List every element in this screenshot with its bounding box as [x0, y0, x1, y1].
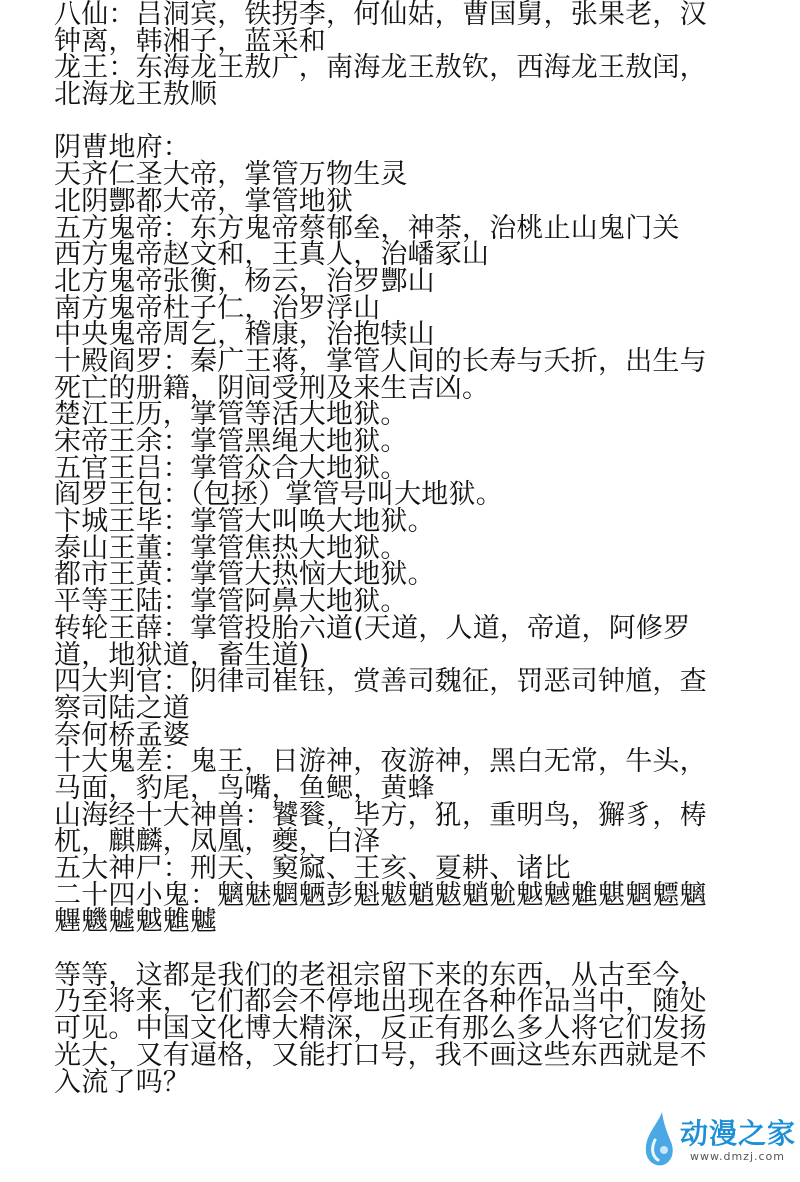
text-line: 等等，这都是我们的老祖宗留下来的东西，从古至今，: [54, 959, 707, 991]
text-line: 都市王黄：掌管大热恼大地狱。: [54, 559, 435, 591]
text-line: 阎罗王包：（包拯）掌管号叫大地狱。: [54, 479, 503, 511]
text-line: 二十四小鬼：魑魅魍魉彭魁魃魈魃魈魀魆魊魋魌魍魒魑: [54, 879, 707, 911]
text-line: 光大，又有逼格，又能打口号，我不画这些东西就是不: [54, 1039, 707, 1071]
watermark-title: 动漫之家: [680, 1117, 797, 1150]
text-line: 可见。中国文化博大精深，反正有那么多人将它们发扬: [54, 1013, 707, 1045]
text-line: 死亡的册籍，阴间受刑及来生吉凶。: [54, 372, 490, 404]
text-line: 魓魕魖魆魋魖: [54, 906, 218, 938]
text-line: 五官王吕：掌管众合大地狱。: [54, 452, 408, 484]
text-line: 北方鬼帝张衡，杨云，治罗酆山: [54, 265, 435, 297]
text-line: 五大神尸：刑天、窫窳、王亥、夏耕、诸比: [54, 853, 571, 884]
text-line: 马面，豹尾，鸟嘴，鱼鳃，黄蜂: [54, 772, 435, 804]
text-line: 四大判官：阴律司崔钰，赏善司魏征，罚恶司钟馗，查: [54, 666, 707, 698]
blank-line: [54, 936, 756, 963]
text-line: 龙王：东海龙王敖广，南海龙王敖钦，西海龙王敖闰，: [54, 52, 707, 84]
text-line: 十大鬼差：鬼王，日游神，夜游神，黑白无常，牛头，: [54, 746, 707, 778]
text-line: 阴曹地府：: [54, 132, 190, 164]
text-line: 道，地狱道，畜生道): [54, 639, 310, 671]
blank-line: [54, 109, 756, 136]
text-line: 察司陆之道: [54, 692, 190, 724]
text-line: 入流了吗？: [54, 1066, 190, 1098]
text-line: 中央鬼帝周乞，稽康，治抱犊山: [54, 319, 435, 351]
site-watermark: [640, 1104, 797, 1174]
text-line: 楚江王历，掌管等活大地狱。: [54, 399, 408, 431]
text-line: 平等王陆：掌管阿鼻大地狱。: [54, 586, 408, 618]
text-line: 山海经十大神兽：饕餮，毕方，犼，重明鸟，獬豸，梼: [54, 799, 707, 831]
text-line: 泰山王董：掌管焦热大地狱。: [54, 532, 408, 564]
text-line: 南方鬼帝杜子仁，治罗浮山: [54, 292, 381, 324]
text-line: 北海龙王敖顺: [54, 79, 218, 111]
text-line: 天齐仁圣大帝，掌管万物生灵: [54, 159, 408, 191]
text-line: 西方鬼帝赵文和，王真人，治嶓冢山: [54, 239, 490, 271]
text-line: 乃至将来，它们都会不停地出现在各种作品当中，随处: [54, 986, 707, 1018]
text-line: 钟离，韩湘子，蓝采和: [54, 25, 326, 57]
text-line: 八仙：吕洞宾，铁拐李，何仙姑，曹国舅，张果老，汉: [54, 0, 707, 30]
text-line: 十殿阎罗：秦广王蒋，掌管人间的长寿与夭折，出生与: [54, 345, 707, 377]
text-line: 卞城王毕：掌管大叫唤大地狱。: [54, 506, 435, 538]
watermark-url: www.dmzj.com: [690, 1150, 785, 1163]
droplet-logo-icon: [640, 1110, 678, 1168]
text-line: 杌，麒麟，凤凰，夔，白泽: [54, 826, 381, 858]
text-line: 转轮王薛：掌管投胎六道(天道，人道，帝道，阿修罗: [54, 612, 691, 644]
text-line: 宋帝王余：掌管黑绳大地狱。: [54, 426, 408, 457]
text-line: 北阴酆都大帝，掌管地狱: [54, 185, 354, 217]
text-line: 奈何桥孟婆: [54, 719, 190, 751]
text-line: 五方鬼帝：东方鬼帝蔡郁垒，神荼，治桃止山鬼门关: [54, 212, 680, 244]
